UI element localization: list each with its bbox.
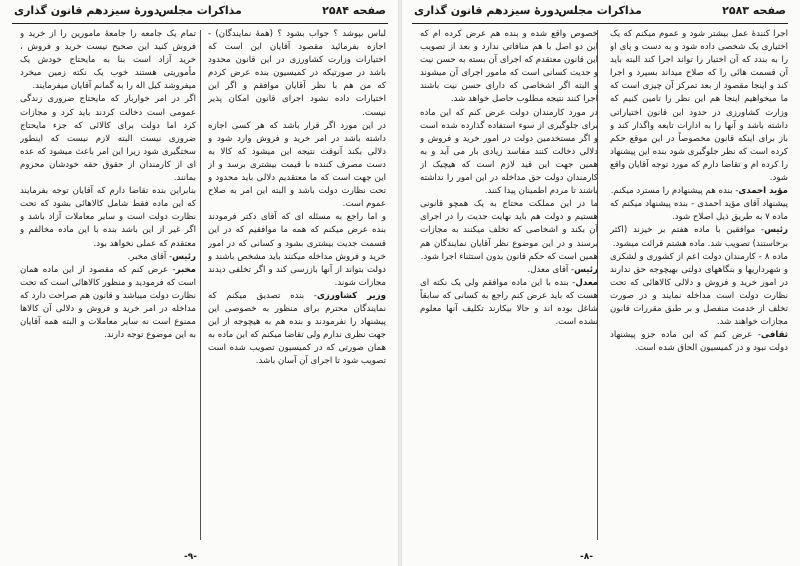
paragraph-text: ماده ۸ - کارمندان دولت اعم از کشوری و لشکری و شهرداریها و بنگاههای دولتی بهیچوجه حق ندارند در امور خرید و فروش و دلالی کالاهائی که تحت نظارت دولت است مداخله نمایند و در صورت تخلف از خدمت منفصل و بر طبق مقررات قانون مجازات خواهند شد. [610,251,788,328]
speaker-name: ثقافی [761,330,788,341]
text-column [208,28,386,544]
speaker-name: وزیر کشاورزی [317,290,386,301]
folio-number: -۹- [184,552,197,562]
speaker-name: معدل [575,277,598,288]
column-divider [200,30,201,540]
speaker-name: مؤید احمدی [738,186,788,197]
session-title: دورهٔ سیزدهم قانون گذاری [14,4,160,17]
folio-number: -۸- [580,552,593,562]
paragraph-text: - عرض کنم که مقصود از این ماده همان است که فرمودید و منظور کالاهائی است که تحت نظارت دولت میباشد و قانون هم صراحت دارد که مداخله در امر خرید و فروش و دلالی آن کالاها ممنوع است نه سایر معاملات و البته همه آقایان به این موضوع توجه دارند. [20,264,196,341]
paragraph [20,251,196,264]
paragraph [20,93,196,185]
paragraph [420,277,598,329]
paragraph-text: - موافقین با ماده هفتم بر خیزند (اکثر برخاستند) تصویب شد. ماده هشتم قرائت میشود. [610,225,788,249]
page-title: مذاکرات مجلس [158,4,242,17]
page-number: صفحه ۲۵۸۳ [722,4,786,17]
paragraph [20,264,196,343]
paragraph-text: پیشنهاد آقای مؤید احمدی - بنده پیشنهاد میکنم که ماده ۷ به طریق ذیل اصلاح شود. [610,199,788,223]
paragraph [420,107,598,199]
speaker-name: رئیس [574,264,598,275]
session-title: دورهٔ سیزدهم قانون گذاری [414,4,560,17]
paragraph [610,185,788,198]
header-rule [412,23,788,24]
paragraph-text: ما در این مملکت محتاج به یک همچو قانونی هستیم و دولت هم باید نهایت جدیت را در اجرای آن بکند و اشخاصی که تخلف میکنند به مجازات برسند و در این موضوع نظر آقایان نمایندگان هم همین است که حکم قانون بدون استثناء اجرا شود. [420,199,598,262]
page-number: صفحه ۲۵۸۴ [322,4,386,17]
text-column [610,28,788,544]
paragraph [420,28,598,107]
paragraph-text: - عرض کنم که این ماده جزو پیشنهاد دولت نبود و در کمیسیون الحاق شده است. [610,330,788,354]
paragraph-text: اجرا کنندهٔ عمل بیشتر شود و عموم میکنم که یک اختیاری یک شخصی داده شود و به دست و پای او را به بندد که آن اختیار را تواند اجرا کند البته باید آن قسمت هائی را که صلاح میداند بسپرد و اجرا کند و اینجا مقصود از بعد تمرکز آن چیزی است که ما میخواهیم اینجا هم این نظر را تامین کنیم که وزارت کشاورزی در حدود این قانون اختیاراتی داشته باشد و آنها را به ادارات تابعه واگذار کند و باز برای اینکه قانون مخصوصاً در این موقع حکم کرده است که نظر جلوگیری شود بنده این پیشنهاد را کرده ام و تقاضا دارم که مورد توجه آقایان واقع شود. [610,29,788,184]
paragraph [208,290,386,369]
paragraph-text: اگر در امر خواربار که مایحتاج ضروری زندگی عمومی است دخالت کردند باید کرد و مجازات کرد اما دولت برای کالائی که جزء مایحتاج ضروری نیست البته لازم نیست که اینطور سختگیری شود زیرا این امر باعث میشود که عده ای از کارمندان از حقوق حقه خودشان محروم بمانند. [20,94,196,184]
paragraph [20,185,196,250]
paragraph-text: - آقای مخبر. [127,251,173,262]
speaker-name: رئیس [172,251,196,262]
paragraph [610,329,788,355]
paragraph [420,198,598,263]
paragraph [208,120,386,212]
paragraph [20,28,196,93]
paragraph [610,224,788,250]
header-rule [12,23,388,24]
paragraph [420,264,598,277]
paragraph-text: - بنده هم پیشنهادم را مسترد میکنم. [610,186,739,197]
page-header [414,4,786,22]
paragraph [208,28,386,120]
page-title: مذاکرات مجلس [558,4,642,17]
speaker-name: مخبر [175,264,196,275]
paragraph-text: تمام یک جامعه را جامعهٔ مامورین را از خرید و فروش کنید این صحیح نیست خرید و فروش ، خرید آزاد است بنا به مایحتاج خودش یک مأموریتی هستند خوب یک نکته زمین میخرد میفروشد کیل اله را به گمانم آقایان میفرمایند. [20,29,196,92]
paragraph-text: بنابراین بنده تقاضا دارم که آقایان توجه بفرمایند که این ماده فقط شامل کالاهائی بشود که تحت نظارت دولت است و سایر معاملات آزاد باشد و اگر غیر از این باشد بنده با این ماده مخالفم و معتقدم که عملی نخواهد بود. [20,186,196,249]
text-column [20,28,196,544]
speaker-name: رئیس [764,225,788,236]
paragraph-text: لباس بپوشد ؟ جواب بشود ؟ (همهٔ نمایندگان) - اجازه بفرمائید مقصود آقایان این است که اختیارات وزارت کشاورزی در این قانون محدود باشد در صورتیکه در کمیسیون بنده عرض کردم که من هم با نظر آقایان موافقم و اگر این اختیارات داده نشود اجرای قانون امکان پذیر نیست. [208,29,386,118]
paragraph [610,251,788,330]
paragraph-text: - آقای معدل. [527,264,575,275]
paragraph-text: - بنده با این ماده موافقم ولی یک نکته ای هست که باید عرض کنم راجع به کسانی که سابقاً شاغل بوده اند و حالا بیکارند تکلیف آنها معلوم نشده است. [420,277,598,328]
page-header [14,4,386,22]
paragraph [208,211,386,290]
paragraph [610,28,788,185]
text-column [420,28,598,544]
page-right [400,0,800,566]
paragraph-text: - بنده تصدیق میکنم که نمایندگان محترم برای منظور به خصوصی این پیشنهاد را نفرمودند و بنده هم به هیچوجه از این جهت نظری ندارم ولی تقاضا میکنم که این ماده به همان صورتی که در کمیسیون تصویب شده است تصویب شود تا اجرای آن آسان باشد. [208,290,386,367]
paragraph-text: در مورد کارمندان دولت عرض کنم که این ماده برای جلوگیری از سوء استفاده گذارده شده است و اگر مستخدمین دولت در امور خرید و فروش و دلالی دخالت کنند مفاسد زیادی بار می آید و به همین جهت این قید لازم است که هیچیک از کارمندان دولت حق مداخله در این امور را نداشته باشند تا مردم اطمینان پیدا کنند. [420,107,598,197]
paragraph [610,198,788,224]
paragraph-text: در این مورد اگر قرار باشد که هر کسی اجازه داشته باشد در امر خرید و فروش وارد شود و دلالی بکند آنوقت نتیجه این میشود که کالا به دست مصرف کننده با قیمت بیشتری برسد و از این جهت است که ما معتقدیم دلالی باید محدود و تحت نظارت دولت باشد و البته این امر به صلاح عموم است. [208,120,386,210]
paragraph-text: و اما راجع به مسئله ای که آقای دکتر فرمودند بنده عرض میکنم که همه ما موافقیم که در این قسمت جدیت بیشتری بشود و کسانی که در امور خرید و فروش مداخله میکنند باید مشخص باشند و دولت بتواند از آنها بازرسی کند و اگر تخلفی دیدند مجازات شوند. [208,212,386,288]
paragraph-text: خصوص واقع شده و بنده هم عرض کرده ام که این دو اصل با هم منافاتی ندارد و بعد از تصویب این قانون معتقدم که اجرای آن بسته به حسن نیت و جدیت کسانی است که مامور اجرای آن میشوند و البته اگر اشخاصی که دارای حسن نیت باشند اجرا کنند نتیجه مطلوب حاصل خواهد شد. [420,29,598,105]
